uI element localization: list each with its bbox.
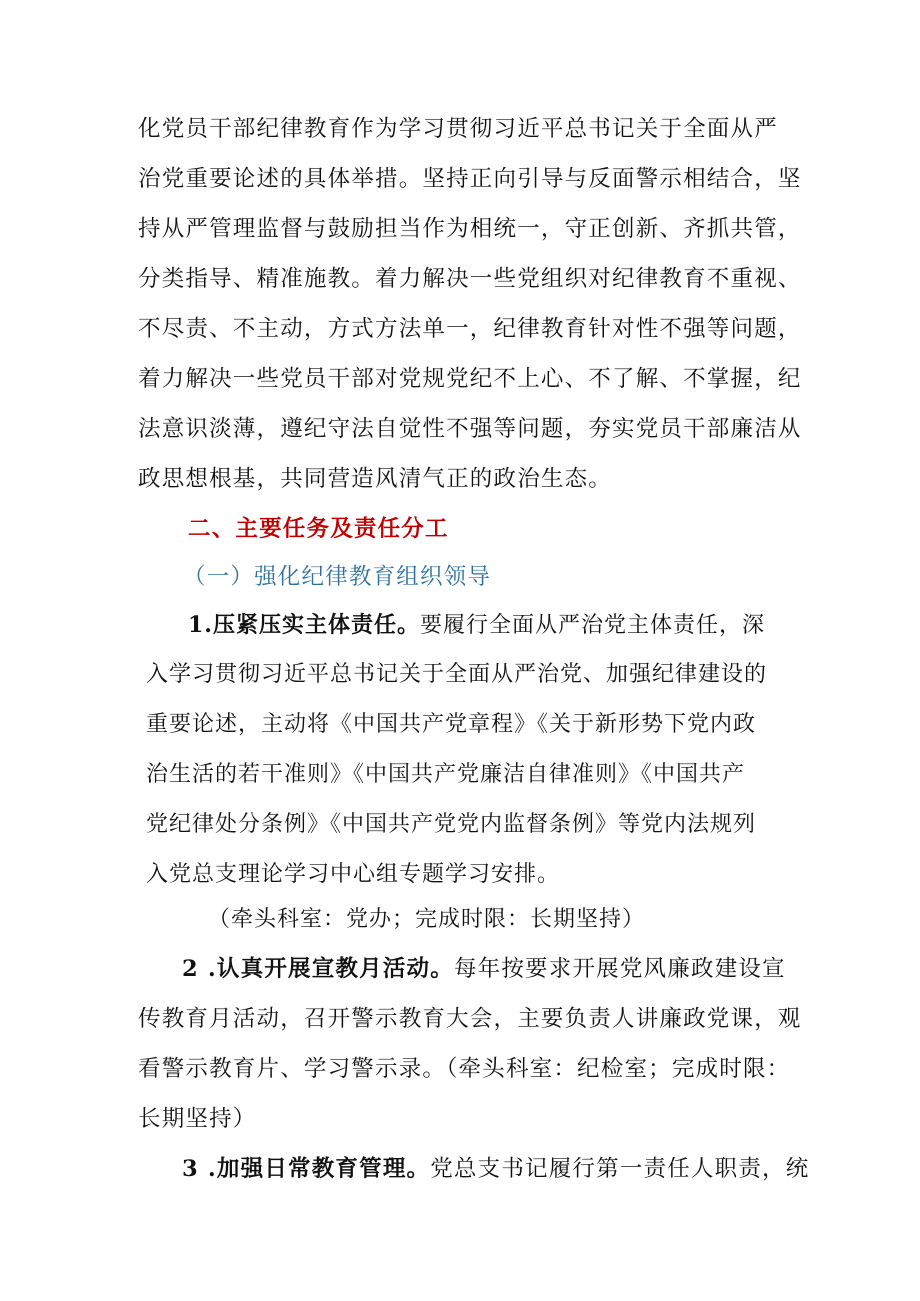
item-2-line: 传教育月活动，召开警示教育大会，主要负责人讲廉政党课，观 (138, 1006, 802, 1032)
intro-line: 治党重要论述的具体举措。坚持正向引导与反面警示相结合，坚 (138, 166, 802, 192)
item-3-text: 党总支书记履行第一责任人职责，统 (430, 1156, 810, 1182)
intro-line: 化党员干部纪律教育作为学习贯彻习近平总书记关于全面从严 (138, 116, 778, 142)
item-2-line: 长期坚持） (138, 1106, 257, 1132)
item-1-first-line (188, 610, 765, 641)
subsection-heading: （一）强化纪律教育组织领导 (183, 564, 492, 590)
item-1-title: 1.压紧压实主体责任。 (188, 612, 420, 638)
item-2-line: 看警示教育片、学习警示录。（牵头科室：纪检室；完成时限： (138, 1056, 791, 1082)
item-1-line: 入党总支理论学习中心组专题学习安排。 (146, 862, 561, 887)
intro-line: 持从严管理监督与鼓励担当作为相统一，守正创新、齐抓共管， (138, 216, 802, 242)
item-3-title: 3 .加强日常教育管理。 (182, 1156, 431, 1182)
intro-line: 分类指导、精准施教。着力解决一些党组织对纪律教育不重视、 (138, 266, 802, 292)
item-1-line: 重要论述，主动将《中国共产党章程》《关于新形势下党内政 (146, 712, 757, 737)
item-1-text: 要履行全面从严治党主体责任，深 (419, 613, 765, 638)
item-2-first-line (182, 954, 786, 984)
item-2-text: 每年按要求开展党风廉政建设宣 (453, 956, 786, 982)
intro-line: 政思想根基，共同营造风清气正的政治生态。 (138, 466, 613, 492)
intro-line: 不尽责、不主动，方式方法单一，纪律教育针对性不强等问题， (138, 316, 802, 342)
item-1-line: 党纪律处分条例》《中国共产党党内监督条例》等党内法规列 (146, 812, 757, 837)
item-2-title: 2 .认真开展宣教月活动。 (182, 956, 454, 982)
section-heading: 二、主要任务及责任分工 (188, 516, 449, 542)
item-1-line: 入学习贯彻习近平总书记关于全面从严治党、加强纪律建设的 (146, 662, 768, 687)
item-1-note: （牵头科室：党办；完成时限：长期坚持） (208, 907, 646, 932)
item-1-line: 治生活的若干准则》《中国共产党廉洁自律准则》《中国共产 (146, 762, 746, 787)
item-3-first-line (182, 1154, 809, 1184)
intro-line: 着力解决一些党员干部对党规党纪不上心、不了解、不掌握，纪 (138, 366, 802, 392)
intro-line: 法意识淡薄，遵纪守法自觉性不强等问题，夯实党员干部廉洁从 (138, 416, 802, 442)
